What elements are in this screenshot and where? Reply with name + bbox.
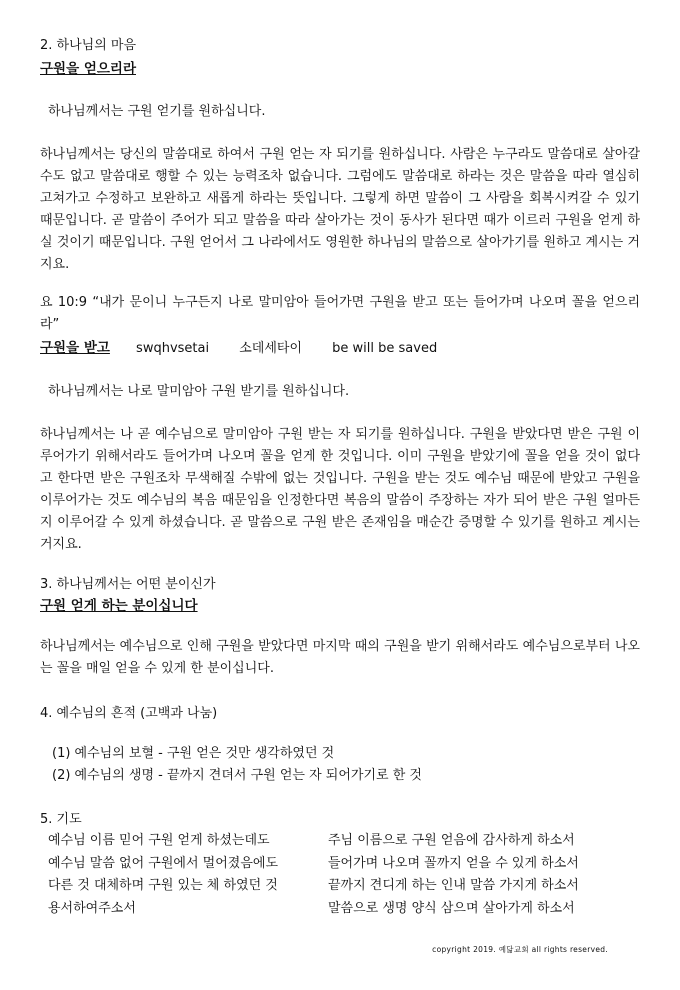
prayer-right-column [328,830,579,920]
prayer-left-column [48,830,278,920]
prayer-left-line: 용서하여주소서 [48,900,136,916]
confession-item-1: (1) 예수님의 보혈 - 구원 얻은 것만 생각하였던 것 [52,746,335,761]
section-2-summary: 하나님께서는 구원 얻기를 원하십니다. [48,104,266,119]
word-study-english: be will be saved [332,341,438,356]
prayer-left-line: 예수님 이름 믿어 구원 얻게 하셨는데도 [48,833,270,848]
section-5-title: 5. 기도 [40,812,82,827]
word-study-greek: swqhvsetai [136,341,210,356]
section-3-heading: 구원 얻게 하는 분이십니다 [40,598,198,614]
prayer-right-line: 들어가며 나오며 꼴까지 얻을 수 있게 하소서 [328,855,579,871]
word-study-heading: 구원을 받고 [40,340,110,356]
prayer-right-line: 말씀으로 생명 양식 삼으며 살아가게 하소서 [328,900,575,916]
section-2-paragraph-2: 하나님께서는 나 곧 예수님으로 말미암아 구원 받는 자 되기를 원하십니다. 구원을 받았다면 받은 구원 이루어가기 위해서라도 들어가며 나오며 꼴을 얻게 한 것입니다. 이미 구원을 받았기에 꼴을 얻을 것이 없다고 한다면 받은 구원조차 무색해질 수밖에 없는 것입니다. 구원을 받는 것도 예수님 때문에 받았고 구원을 이루어가는 것도 예수님의 복음 때문임을 인정한다면 복음의 말씀이 주장하는 자가 되어 받은 구원 얼마든지 이루어갈 수 있게 하셨습니다. 곧 말씀으로 구원 받은 존재임을 매순간 증명할 수 있기를 원하고 계시는 거지요. [40,427,640,552]
prayer-right-line: 끝까지 견디게 하는 인내 말씀 가지게 하소서 [328,878,579,893]
copyright-footer: copyright 2019. 예닮교회 all rights reserved. [432,945,608,954]
section-3-paragraph: 하나님께서는 예수님으로 인해 구원을 받았다면 마지막 때의 구원을 받기 위해서라도 예수님으로부터 나오는 꼴을 매일 얻을 수 있게 한 분이십니다. [40,639,640,676]
word-study-row [40,340,640,357]
section-2-summary-2: 하나님께서는 나로 말미암아 구원 받기를 원하십니다. [48,384,350,399]
prayer-left-line: 예수님 말씀 없어 구원에서 멀어졌음에도 [48,855,279,871]
prayer-left-line: 다른 것 대체하며 구원 있는 체 하였던 것 [48,878,278,893]
word-study-korean: 소데세타이 [239,341,303,356]
section-4-title: 4. 예수님의 흔적 (고백과 나눔) [40,706,218,721]
section-2-title: 2. 하나님의 마음 [40,38,137,53]
verse-john-10-9: 요 10:9 “내가 문이니 누구든지 나로 말미암아 들어가면 구원을 받고 또는 들어가며 나오며 꼴을 얻으리라” [40,295,640,332]
section-2-paragraph: 하나님께서는 당신의 말씀대로 하여서 구원 얻는 자 되기를 원하십니다. 사람은 누구라도 말씀대로 살아갈 수도 없고 말씀대로 행할 수 있는 능력조차 없습니다. 그럼에도 말씀대로 하라는 것은 말씀을 따라 열심히 고쳐가고 수정하고 보완하고 새롭게 하라는 뜻입니다. 그렇게 하면 말씀이 그 사람을 회복시켜갈 수 있기 때문입니다. 곧 말씀이 주어가 되고 말씀을 따라 살아가는 것이 동사가 된다면 때가 이르러 구원을 얻게 하실 것이기 때문입니다. 구원 얻어서 그 나라에서도 영원한 하나님의 말씀으로 살아가기를 원하고 계시는 거지요. [40,147,640,272]
confession-item-2: (2) 예수님의 생명 - 끝까지 견뎌서 구원 얻는 자 되어가기로 한 것 [52,768,422,783]
prayer-right-line: 주님 이름으로 구원 얻음에 감사하게 하소서 [328,833,575,848]
section-2-heading: 구원을 얻으리라 [40,61,136,77]
section-3-title: 3. 하나님께서는 어떤 분이신가 [40,577,216,592]
